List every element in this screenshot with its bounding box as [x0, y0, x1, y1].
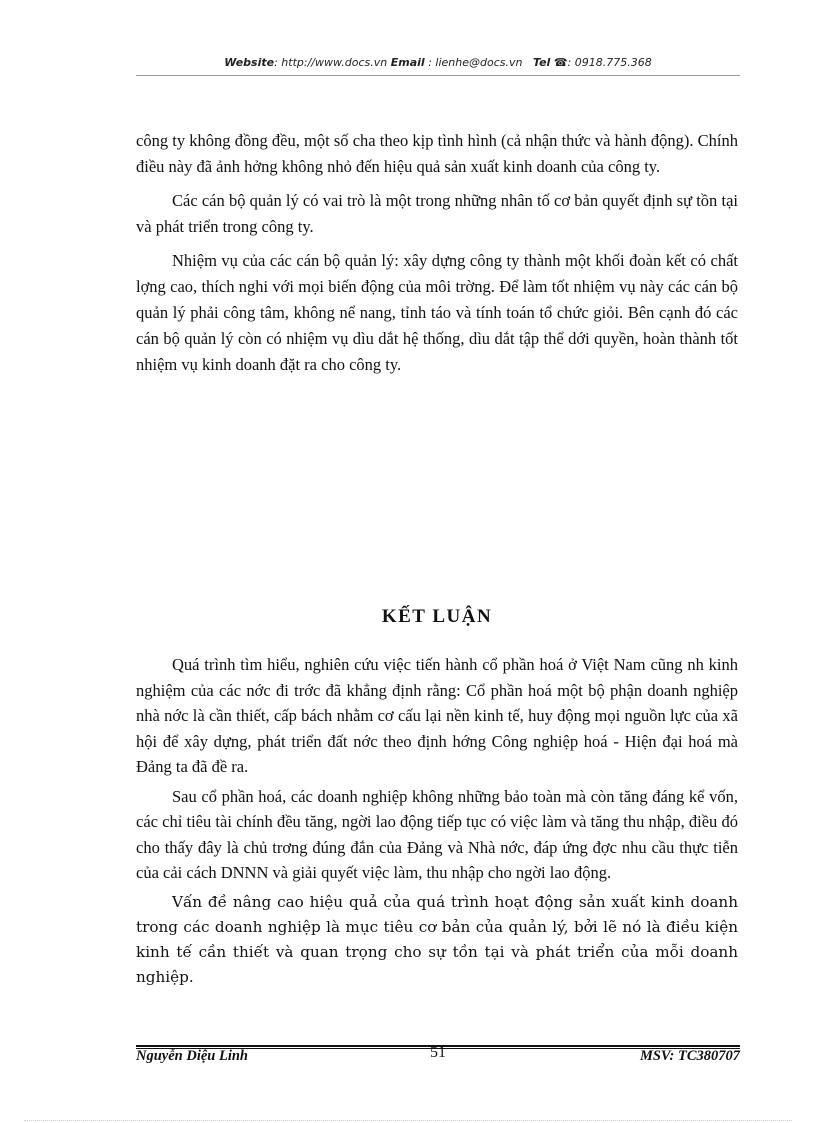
phone-icon: ☎	[553, 56, 568, 69]
body-section	[136, 128, 738, 386]
tel-label: Tel	[532, 56, 551, 69]
paragraph-continuation: công ty không đồng đều, một số cha theo kịp tình hình (cả nhận thức và hành động). Chính điều này đã ảnh hởng không nhỏ đến hiệu quả sản xuất kinh doanh của công ty.	[136, 131, 738, 176]
bottom-dotted-line	[24, 1120, 792, 1121]
section-heading: KẾT LUẬN	[381, 606, 493, 627]
paragraph-managers-duties: Nhiệm vụ của các cán bộ quản lý: xây dựng công ty thành một khối đoàn kết có chất lợng cao, thích nghi với mọi biến động của môi trờng. Để làm tốt nhiệm vụ này các cán bộ quản lý phải công tâm, không nể nang, tỉnh táo và tính toán tổ chức giỏi. Bên cạnh đó các cán bộ quản lý còn có nhiệm vụ dìu dắt hệ thống, dìu dắt tập thể dới quyền, hoàn thành tốt nhiệm vụ kinh doanh đặt ra cho công ty.	[136, 251, 738, 374]
website-url: : http://www.docs.vn	[274, 56, 388, 69]
page-number: 51	[430, 1044, 446, 1061]
author-name: Nguyễn Diệu Linh	[136, 1048, 248, 1064]
student-id: MSV: TC380707	[639, 1048, 740, 1064]
conclusion-paragraph-1: Quá trình tìm hiểu, nghiên cứu việc tiến hành cổ phần hoá ở Việt Nam cũng nh kinh nghiệm của các nớc đi trớc đã khẳng định rằng: Cổ phần hoá một bộ phận doanh nghiệp nhà nớc là cần thiết, cấp bách nhằm cơ cấu lại nền kinh tế, huy động mọi nguồn lực của xã hội để xây dựng, phát triển đất nớc theo định hớng Công nghiệp hoá - Hiện đại hoá mà Đảng ta đã đề ra.	[136, 655, 738, 776]
tel-number: : 0918.775.368	[567, 56, 652, 69]
email-address: : lienhe@docs.vn	[424, 56, 523, 69]
conclusion-paragraph-2: Sau cổ phần hoá, các doanh nghiệp không những bảo toàn mà còn tăng đáng kể vốn, các chỉ tiêu tài chính đều tăng, ngời lao động tiếp tục có việc làm và tăng thu nhập, điều đó cho thấy đây là chủ trơng đúng đắn của Đảng và Nhà nớc, đáp ứng đợc nhu cầu thực tiễn của cải cách DNNN và giải quyết việc làm, thu nhập cho ngời lao động.	[136, 786, 738, 882]
conclusion-paragraph-3: Vấn đề nâng cao hiệu quả của quá trình hoạt động sản xuất kinh doanh trong các doanh nghiệp là mục tiêu cơ bản của quản lý, bởi lẽ nó là điều kiện kinh tế cần thiết và quan trọng cho sự tồn tại và phát triển của mỗi doanh nghiệp.	[136, 892, 738, 986]
email-label: Email	[390, 56, 425, 69]
conclusion-section	[136, 652, 738, 994]
website-label: Website	[224, 56, 275, 69]
paragraph-managers-role: Các cán bộ quản lý có vai trò là một trong những nhân tố cơ bản quyết định sự tồn tại và phát triển trong công ty.	[136, 191, 738, 236]
page-header	[136, 56, 740, 69]
page-footer	[136, 1044, 740, 1070]
header-divider	[136, 75, 740, 76]
